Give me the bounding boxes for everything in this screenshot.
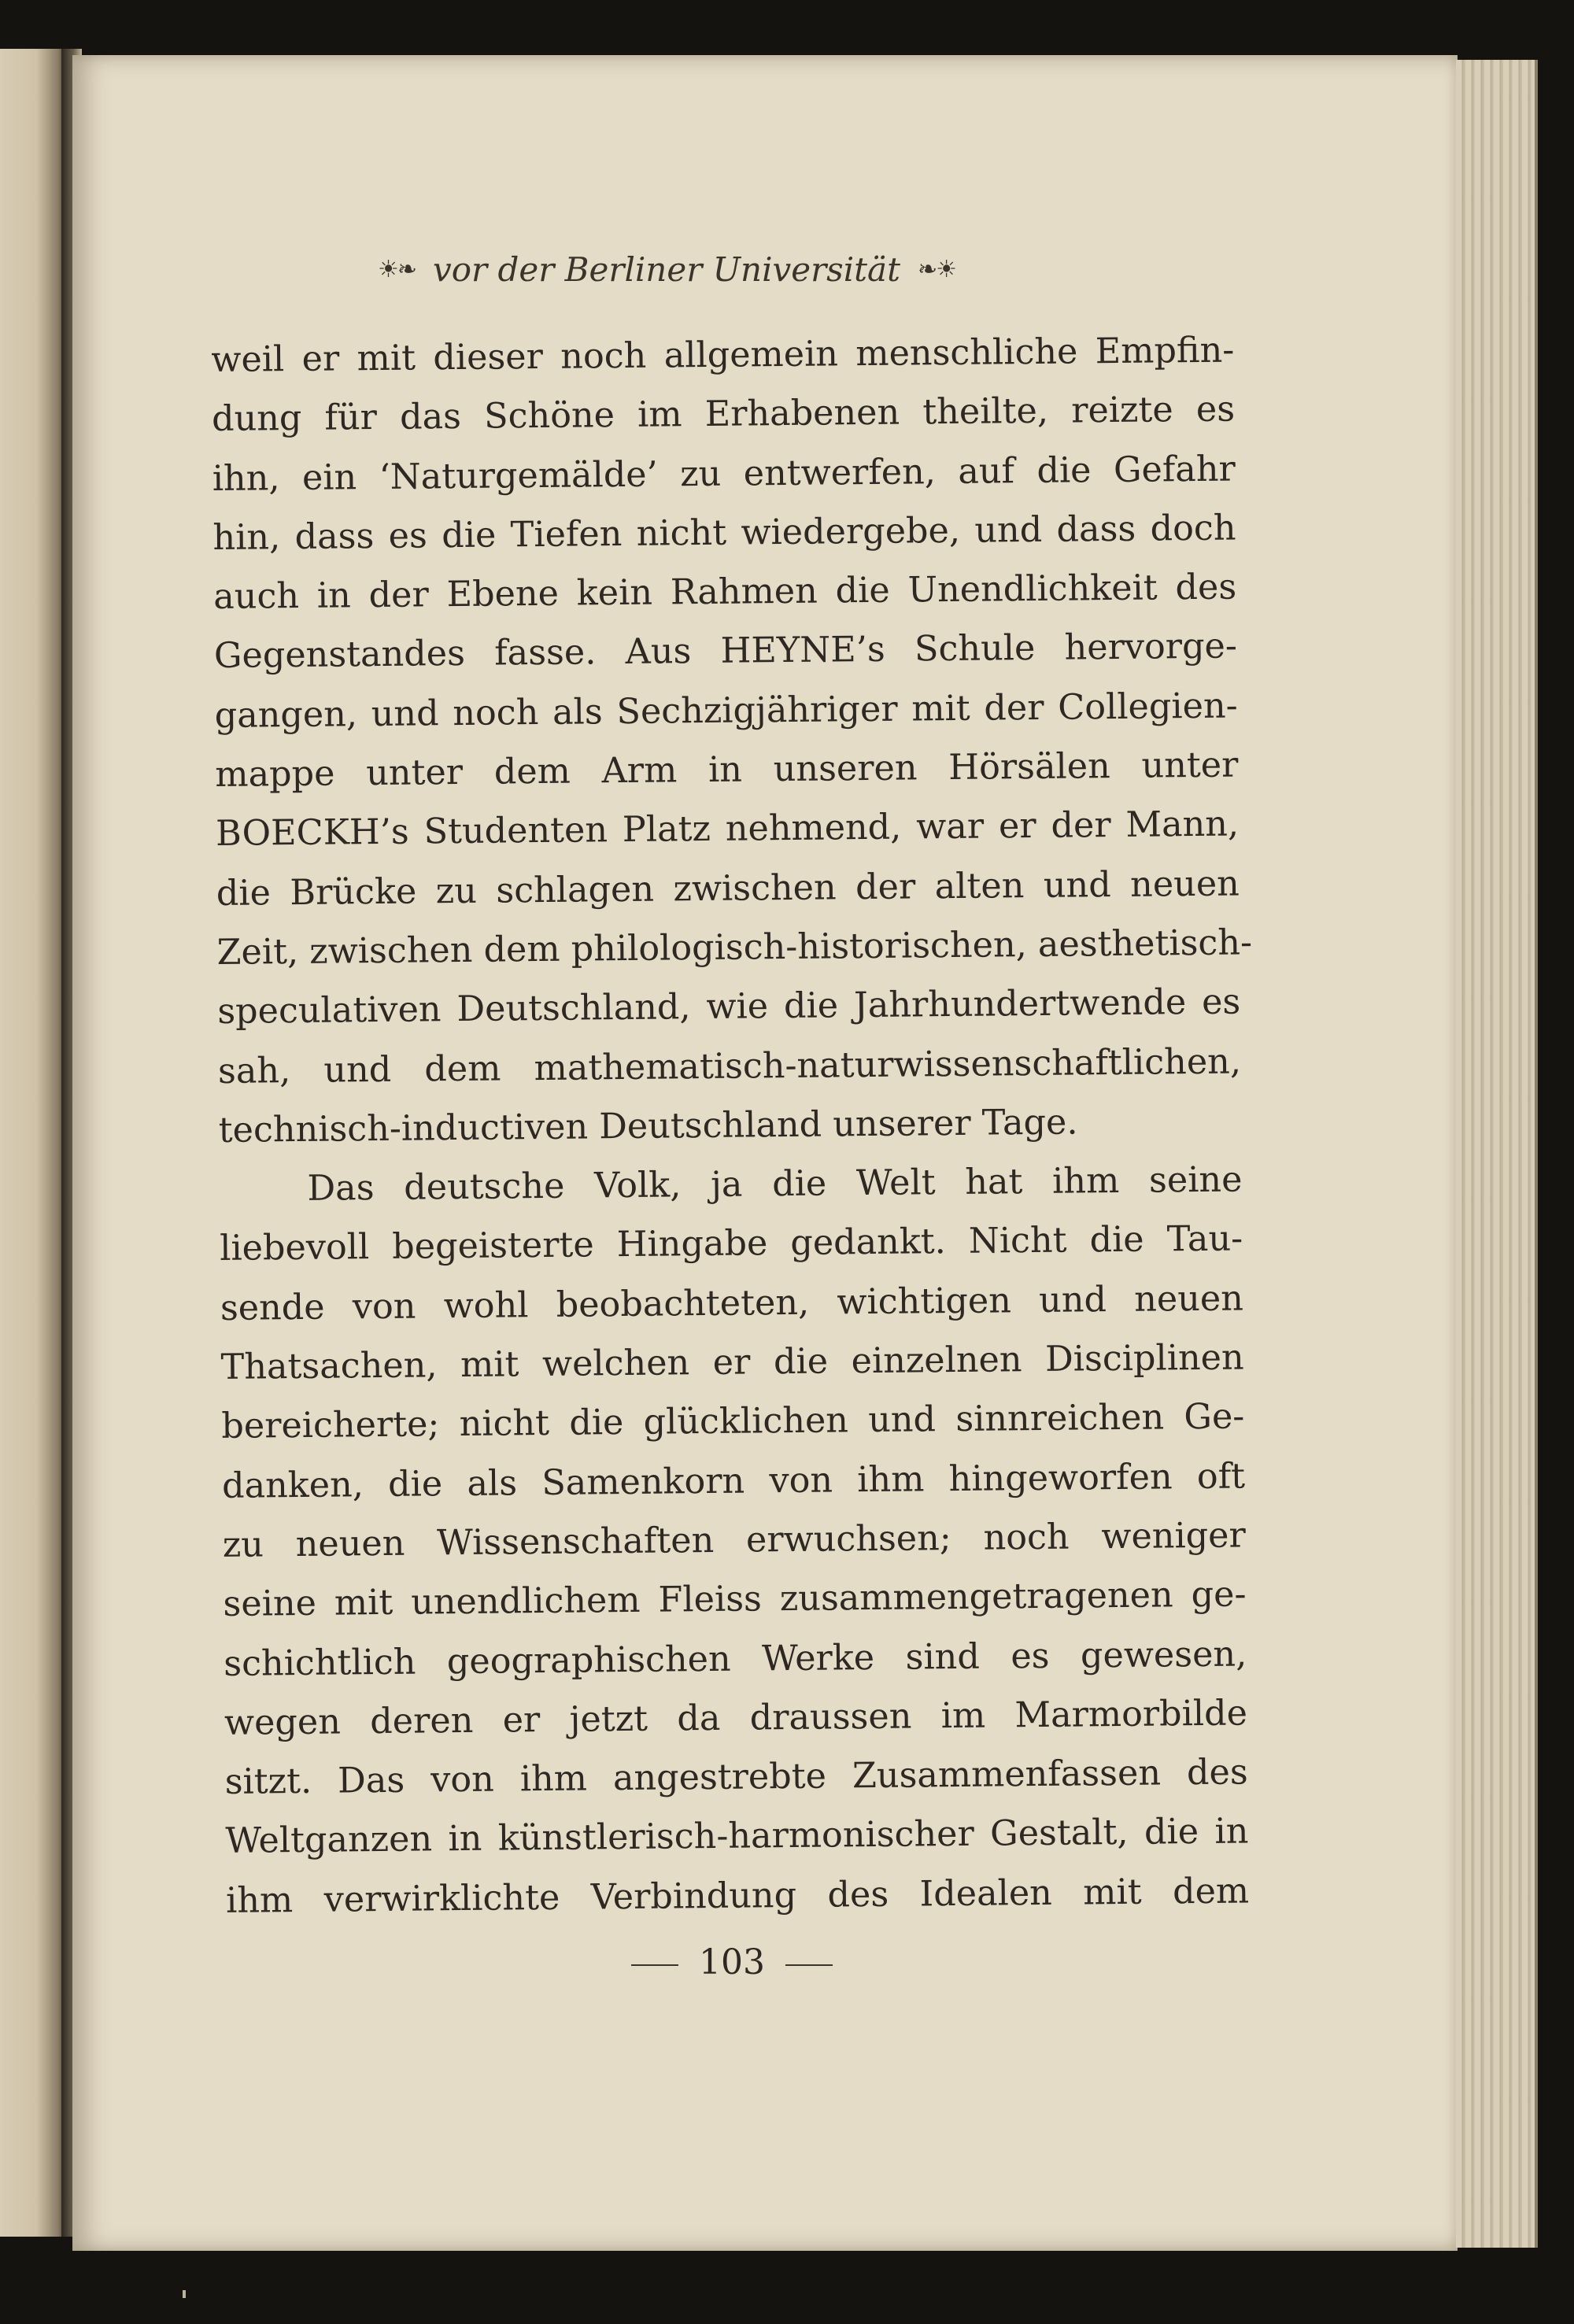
text-line: gangen, und noch als Sechzigjähriger mit der Collegien- [214, 685, 1238, 736]
text-line: Thatsachen, mit welchen er die einzelnen Disciplinen [220, 1337, 1244, 1387]
paragraph-2 [219, 1151, 1249, 1931]
text-line: auch in der Ebene kein Rahmen die Unendlichkeit des [213, 567, 1237, 618]
text-line: sitzt. Das von ihm angestrebte Zusammenfassen des [224, 1752, 1248, 1803]
text-line: Gegenstandes fasse. Aus HEYNE’s Schule hervorge- [213, 626, 1238, 677]
running-head [378, 250, 1055, 289]
text-line: zu neuen Wissenschaften erwuchsen; noch weniger [222, 1515, 1247, 1565]
text-line: hin, dass es die Tiefen nicht wiedergebe, und dass doch [212, 508, 1236, 558]
page-number-footer [606, 1942, 858, 1982]
text-line: wegen deren er jetzt da draussen im Marmorbilde [224, 1693, 1248, 1743]
paragraph-1 [211, 321, 1253, 1161]
folio-dash-left [631, 1964, 678, 1966]
text-line: Zeit, zwischen dem philologisch-historischen, aesthetisch- [216, 922, 1253, 973]
text-line: ihm verwirklichte Verbindung des Idealen mit dem [225, 1871, 1250, 1921]
text-line: danken, die als Samenkorn von ihm hingeworfen oft [221, 1456, 1246, 1506]
text-line: mappe unter dem Arm in unseren Hörsälen unter [215, 744, 1239, 796]
folio-dash-right [785, 1964, 833, 1966]
text-line: die Brücke zu schlagen zwischen der alten und neuen [216, 863, 1240, 914]
page-number: 103 [699, 1942, 765, 1982]
facing-page-edge [0, 49, 66, 2237]
paper-speck [183, 2290, 186, 2298]
body-text [211, 321, 1253, 1931]
running-head-title: vor der Berliner Universität [433, 250, 900, 289]
right-ornament-icon: ❧☀ [917, 256, 955, 283]
text-line: Das deutsche Volk, ja die Welt hat ihm seine [307, 1159, 1243, 1210]
text-line: sende von wohl beobachteten, wichtigen und neuen [220, 1278, 1244, 1328]
text-line: dung für das Schöne im Erhabenen theilte, reizte es [211, 389, 1236, 440]
text-line: liebevoll begeisterte Hingabe gedankt. Nicht die Tau- [219, 1218, 1243, 1269]
text-line: schichtlich geographischen Werke sind es gewesen, [224, 1633, 1247, 1684]
text-line: Weltganzen in künstlerisch-harmonischer Gestalt, die in [225, 1811, 1249, 1862]
text-line: weil er mit dieser noch allgemein menschliche Empfin- [211, 330, 1235, 380]
left-ornament-icon: ☀❧ [378, 256, 416, 283]
text-line: BOECKH’s Studenten Platz nehmend, war er der Mann, [215, 804, 1240, 855]
text-line: sah, und dem mathematisch-naturwissenschaftlichen, [217, 1041, 1242, 1092]
text-line: bereicherte; nicht die glücklichen und sinnreichen Ge- [221, 1396, 1245, 1447]
page-stack-edges [1456, 60, 1538, 2248]
text-line: speculativen Deutschland, wie die Jahrhundertwende es [217, 981, 1241, 1033]
text-line: seine mit unendlichem Fleiss zusammengetragenen ge- [223, 1574, 1247, 1625]
text-line: ihn, ein ‘Naturgemälde’ zu entwerfen, auf die Gefahr [212, 449, 1236, 499]
text-line: technisch-inductiven Deutschland unserer Tage. [218, 1102, 1078, 1151]
